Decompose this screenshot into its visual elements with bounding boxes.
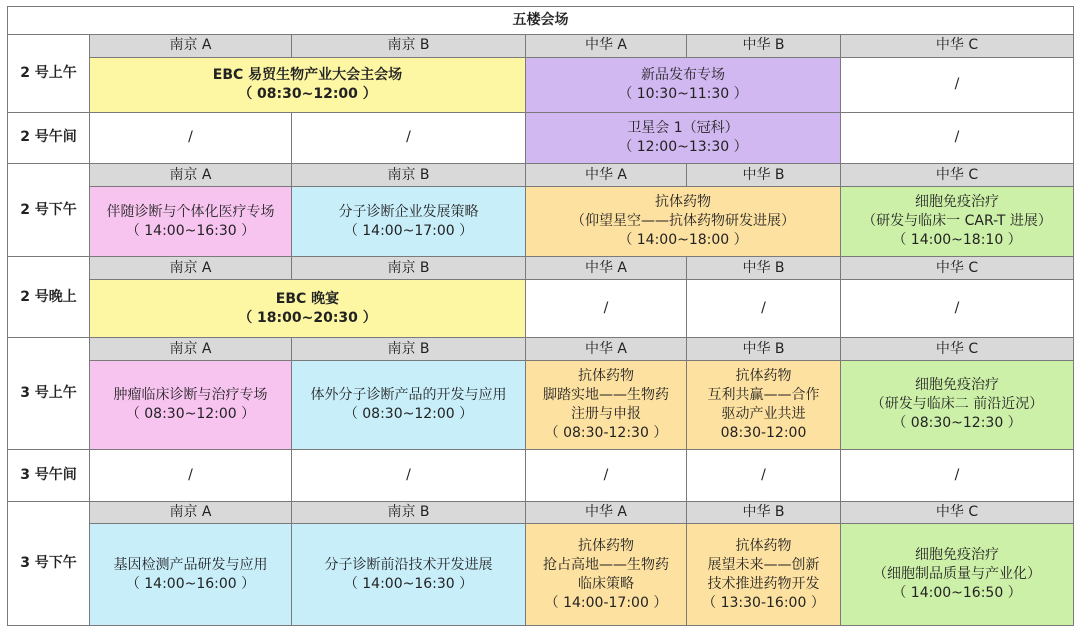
- session-title: 分子诊断前沿技术开发进展: [324, 556, 493, 573]
- session-title: 伴随诊断与个体化医疗专场: [106, 203, 275, 220]
- col-header-zhonghua-b: 中华 B: [687, 34, 841, 57]
- session-subtitle: 展望未来——创新: [707, 556, 820, 573]
- session-time: （ 14:00~18:10 ）: [892, 232, 1022, 249]
- session-title: 抗体药物: [578, 537, 634, 554]
- session-title: 分子诊断企业发展策略: [338, 203, 479, 220]
- col-header-nanjing-b: 南京 B: [292, 257, 526, 280]
- session-title: 新品发布专场: [641, 66, 725, 83]
- session-main-plenary: [90, 57, 526, 112]
- col-header-nanjing-a: 南京 A: [90, 338, 292, 361]
- session-companion-diagnostics: [90, 187, 292, 257]
- col-header-nanjing-b: 南京 B: [292, 501, 526, 524]
- empty-slot: /: [526, 449, 687, 501]
- col-header-nanjing-a: 南京 A: [90, 164, 292, 187]
- session-title: 肿瘤临床诊断与治疗专场: [113, 386, 268, 403]
- col-header-zhonghua-c: 中华 C: [841, 338, 1074, 361]
- session-antibody-cooperation: [687, 360, 841, 449]
- col-header-zhonghua-a: 中华 A: [526, 501, 687, 524]
- empty-slot: /: [687, 449, 841, 501]
- session-time: （ 18:00~20:30 ）: [238, 309, 377, 326]
- session-time: （ 08:30~12:00 ）: [343, 405, 474, 422]
- session-oncology-diagnostics: [90, 360, 292, 449]
- session-time: （ 08:30~12:00 ）: [238, 85, 377, 102]
- session-subtitle: （研发与临床一 CAR-T 进展）: [862, 213, 1052, 230]
- col-header-nanjing-a: 南京 A: [90, 257, 292, 280]
- empty-slot: /: [292, 112, 526, 164]
- empty-slot: /: [841, 57, 1074, 112]
- session-antibody-registration: [526, 360, 687, 449]
- row-label-d3-noon: 3 号午间: [8, 449, 90, 501]
- session-time: （ 12:00~13:30 ）: [618, 138, 748, 155]
- session-cell-product-quality: [841, 524, 1074, 626]
- session-time: （ 10:30~11:30 ）: [618, 85, 748, 102]
- session-product-launch: [526, 57, 841, 112]
- session-satellite-1: [526, 112, 841, 164]
- session-time: （ 14:00~17:00 ）: [343, 222, 474, 239]
- col-header-nanjing-a: 南京 A: [90, 34, 292, 57]
- session-molecular-diagnostics-strategy: [292, 187, 526, 257]
- session-time: （ 14:00~16:30 ）: [125, 222, 256, 239]
- session-title: EBC 易贸生物产业大会主会场: [212, 66, 403, 83]
- session-antibody-clinical-strategy: [526, 524, 687, 626]
- session-title: 体外分子诊断产品的开发与应用: [310, 386, 507, 403]
- session-time: （ 08:30~12:00 ）: [125, 405, 256, 422]
- row-label-d3-pm: 3 号下午: [8, 501, 90, 625]
- session-subtitle: 驱动产业共进: [721, 405, 806, 422]
- session-title: 细胞免疫治疗: [915, 377, 1000, 394]
- col-header-nanjing-b: 南京 B: [292, 164, 526, 187]
- session-antibody-drugs: [526, 187, 841, 257]
- col-header-zhonghua-c: 中华 C: [841, 257, 1074, 280]
- session-title: 细胞免疫治疗: [915, 547, 1000, 564]
- session-cell-immunotherapy-2: [841, 360, 1074, 449]
- session-time: 08:30-12:00: [720, 424, 807, 441]
- col-header-zhonghua-c: 中华 C: [841, 34, 1074, 57]
- empty-slot: /: [90, 449, 292, 501]
- session-title: 卫星会 1（冠科）: [627, 119, 739, 136]
- col-header-zhonghua-b: 中华 B: [687, 164, 841, 187]
- col-header-zhonghua-b: 中华 B: [687, 501, 841, 524]
- session-title: 抗体药物: [735, 367, 792, 384]
- session-subtitle: 注册与申报: [571, 405, 641, 422]
- empty-slot: /: [292, 449, 526, 501]
- col-header-zhonghua-a: 中华 A: [526, 338, 687, 361]
- session-time: （ 13:30-16:00 ）: [702, 594, 825, 611]
- col-header-nanjing-a: 南京 A: [90, 501, 292, 524]
- session-gala-dinner: [90, 280, 526, 338]
- session-subtitle: （细胞制品质量与产业化）: [873, 566, 1042, 583]
- col-header-zhonghua-a: 中华 A: [526, 34, 687, 57]
- session-subtitle: 抢占高地——生物药: [543, 556, 669, 573]
- row-label-d3-am: 3 号上午: [8, 338, 90, 450]
- col-header-zhonghua-a: 中华 A: [526, 164, 687, 187]
- venue-title: 五楼会场: [8, 7, 1074, 35]
- col-header-nanjing-b: 南京 B: [292, 34, 526, 57]
- empty-slot: /: [526, 280, 687, 338]
- empty-slot: /: [687, 280, 841, 338]
- schedule-table: [7, 6, 1074, 626]
- session-molecular-diagnostics-frontier: [292, 524, 526, 626]
- session-subtitle: 临床策略: [578, 575, 634, 592]
- session-time: （ 14:00~16:30 ）: [343, 575, 474, 592]
- empty-slot: /: [841, 449, 1074, 501]
- empty-slot: /: [841, 280, 1074, 338]
- row-label-d2-noon: 2 号午间: [8, 112, 90, 164]
- col-header-zhonghua-b: 中华 B: [687, 338, 841, 361]
- col-header-zhonghua-c: 中华 C: [841, 501, 1074, 524]
- session-genetic-testing: [90, 524, 292, 626]
- session-title: 基因检测产品研发与应用: [113, 556, 268, 573]
- session-time: （ 14:00~16:00 ）: [125, 575, 256, 592]
- col-header-zhonghua-b: 中华 B: [687, 257, 841, 280]
- col-header-zhonghua-a: 中华 A: [526, 257, 687, 280]
- session-title: 抗体药物: [578, 367, 634, 384]
- session-time: （ 14:00-17:00 ）: [544, 594, 668, 611]
- empty-slot: /: [90, 112, 292, 164]
- session-title: 抗体药物: [655, 194, 711, 211]
- col-header-nanjing-b: 南京 B: [292, 338, 526, 361]
- col-header-zhonghua-c: 中华 C: [841, 164, 1074, 187]
- session-cell-immunotherapy: [841, 187, 1074, 257]
- empty-slot: /: [841, 112, 1074, 164]
- session-time: （ 14:00~18:00 ）: [618, 232, 748, 249]
- row-label-d2-pm: 2 号下午: [8, 164, 90, 257]
- session-time: （ 08:30~12:30 ）: [892, 415, 1022, 432]
- session-title: 抗体药物: [735, 537, 792, 554]
- session-title: 细胞免疫治疗: [915, 194, 1000, 211]
- session-ivd-development: [292, 360, 526, 449]
- session-time: （ 08:30-12:30 ）: [544, 424, 668, 441]
- session-antibody-innovation: [687, 524, 841, 626]
- session-subtitle: （仰望星空——抗体药物研发进展）: [571, 213, 795, 230]
- session-time: （ 14:00~16:50 ）: [892, 585, 1022, 602]
- session-subtitle: 脚踏实地——生物药: [543, 386, 669, 403]
- session-subtitle: 互利共赢——合作: [707, 386, 820, 403]
- session-subtitle: 技术推进药物开发: [707, 575, 820, 592]
- row-label-d2-eve: 2 号晚上: [8, 257, 90, 338]
- session-title: EBC 晚宴: [275, 290, 340, 307]
- row-label-d2-am: 2 号上午: [8, 34, 90, 112]
- session-subtitle: （研发与临床二 前沿近况）: [870, 396, 1044, 413]
